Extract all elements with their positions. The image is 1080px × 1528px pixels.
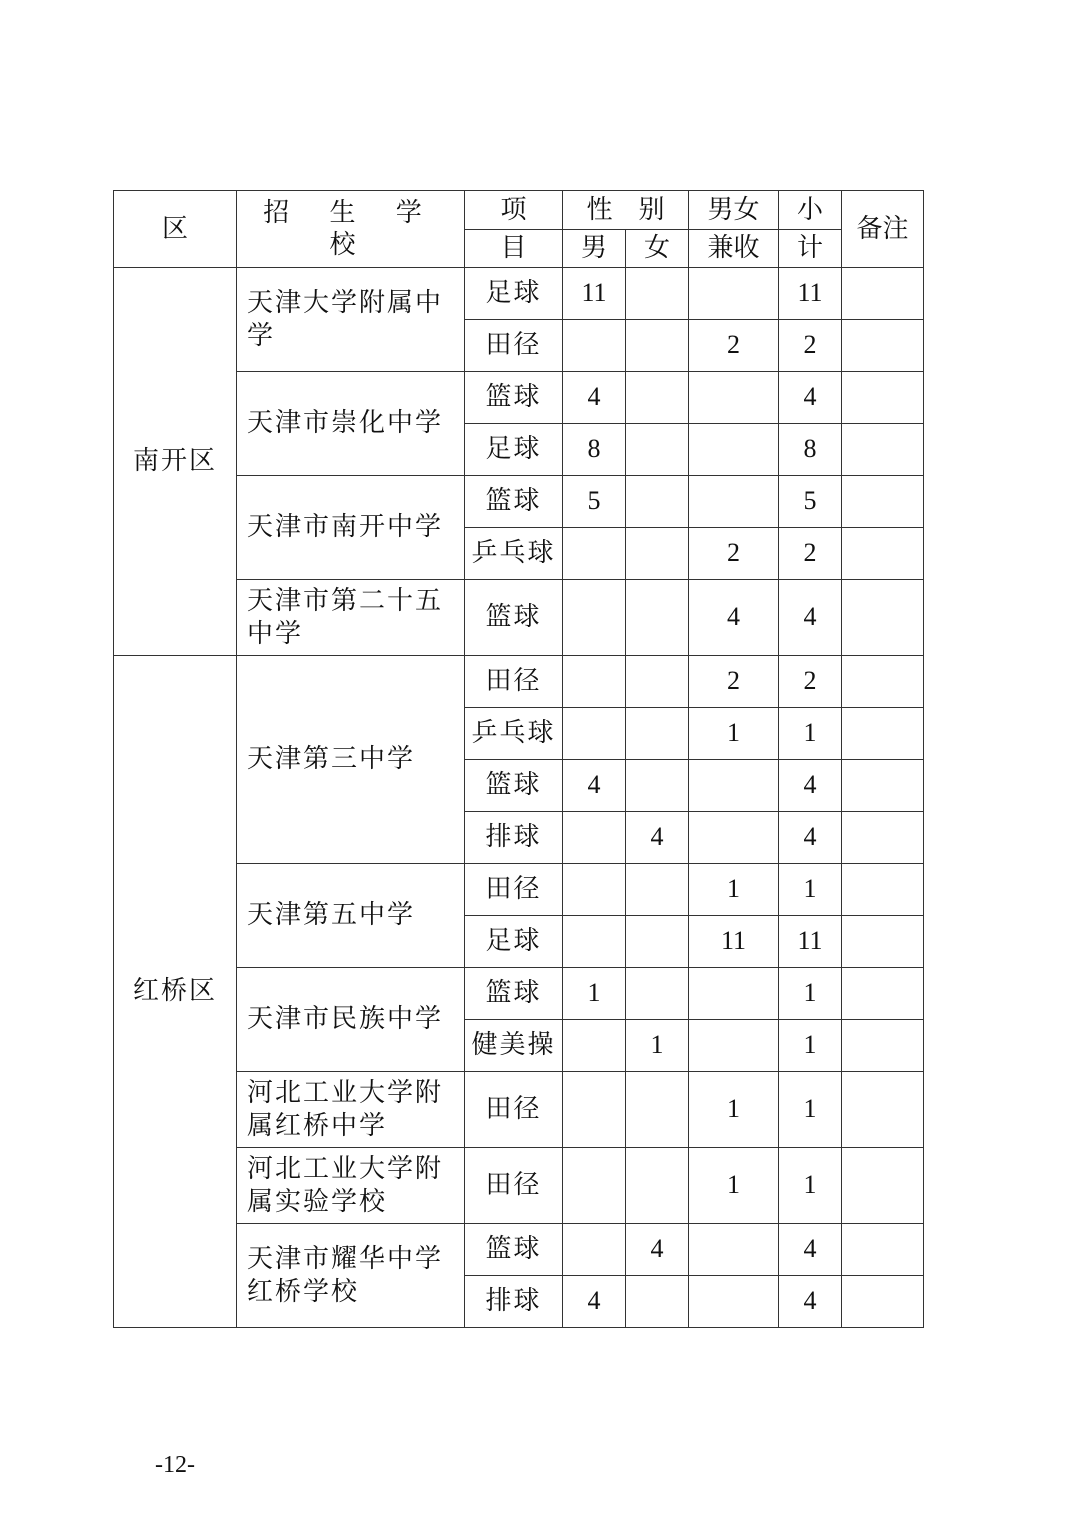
remarks-cell bbox=[842, 372, 924, 424]
school-cell: 河北工业大学附属红桥中学 bbox=[237, 1072, 465, 1148]
female-cell bbox=[626, 528, 689, 580]
school-cell: 天津市崇化中学 bbox=[237, 372, 465, 476]
item-cell: 篮球 bbox=[465, 1224, 563, 1276]
header-female: 女 bbox=[626, 230, 689, 268]
subtotal-cell: 1 bbox=[779, 1020, 842, 1072]
male-cell: 11 bbox=[563, 268, 626, 320]
school-cell: 天津市第二十五中学 bbox=[237, 580, 465, 656]
remarks-cell bbox=[842, 812, 924, 864]
remarks-cell bbox=[842, 864, 924, 916]
both-cell: 1 bbox=[689, 1072, 779, 1148]
school-cell: 天津市耀华中学红桥学校 bbox=[237, 1224, 465, 1328]
subtotal-cell: 4 bbox=[779, 372, 842, 424]
remarks-cell bbox=[842, 1224, 924, 1276]
item-cell: 足球 bbox=[465, 916, 563, 968]
female-cell bbox=[626, 372, 689, 424]
header-gender: 性 别 bbox=[563, 191, 689, 230]
male-cell bbox=[563, 1072, 626, 1148]
item-cell: 田径 bbox=[465, 320, 563, 372]
header-item-bottom: 目 bbox=[465, 230, 563, 268]
female-cell bbox=[626, 916, 689, 968]
subtotal-cell: 4 bbox=[779, 760, 842, 812]
male-cell bbox=[563, 528, 626, 580]
both-cell: 1 bbox=[689, 1148, 779, 1224]
both-cell: 2 bbox=[689, 320, 779, 372]
female-cell bbox=[626, 580, 689, 656]
both-cell: 2 bbox=[689, 656, 779, 708]
enrollment-table bbox=[113, 190, 924, 1328]
male-cell: 8 bbox=[563, 424, 626, 476]
item-cell: 篮球 bbox=[465, 476, 563, 528]
item-cell: 篮球 bbox=[465, 580, 563, 656]
female-cell bbox=[626, 864, 689, 916]
item-cell: 篮球 bbox=[465, 760, 563, 812]
male-cell bbox=[563, 1020, 626, 1072]
both-cell: 1 bbox=[689, 864, 779, 916]
male-cell: 4 bbox=[563, 760, 626, 812]
header-row-1 bbox=[114, 191, 924, 230]
subtotal-cell: 1 bbox=[779, 864, 842, 916]
remarks-cell bbox=[842, 424, 924, 476]
subtotal-cell: 1 bbox=[779, 1072, 842, 1148]
item-cell: 足球 bbox=[465, 424, 563, 476]
male-cell: 4 bbox=[563, 372, 626, 424]
remarks-cell bbox=[842, 320, 924, 372]
school-cell: 天津大学附属中学 bbox=[237, 268, 465, 372]
both-cell bbox=[689, 1276, 779, 1328]
both-cell bbox=[689, 476, 779, 528]
female-cell: 4 bbox=[626, 812, 689, 864]
item-cell: 乒乓球 bbox=[465, 708, 563, 760]
male-cell bbox=[563, 708, 626, 760]
both-cell bbox=[689, 812, 779, 864]
both-cell bbox=[689, 760, 779, 812]
subtotal-cell: 4 bbox=[779, 1224, 842, 1276]
male-cell: 5 bbox=[563, 476, 626, 528]
both-cell: 11 bbox=[689, 916, 779, 968]
male-cell bbox=[563, 916, 626, 968]
male-cell bbox=[563, 656, 626, 708]
item-cell: 排球 bbox=[465, 1276, 563, 1328]
both-cell: 1 bbox=[689, 708, 779, 760]
remarks-cell bbox=[842, 656, 924, 708]
table-row bbox=[114, 656, 924, 708]
both-cell: 2 bbox=[689, 528, 779, 580]
subtotal-cell: 8 bbox=[779, 424, 842, 476]
subtotal-cell: 4 bbox=[779, 812, 842, 864]
table-row bbox=[114, 268, 924, 320]
both-cell bbox=[689, 372, 779, 424]
male-cell bbox=[563, 1148, 626, 1224]
header-remarks: 备注 bbox=[842, 191, 924, 268]
remarks-cell bbox=[842, 1072, 924, 1148]
header-male: 男 bbox=[563, 230, 626, 268]
header-subtotal-bottom: 计 bbox=[779, 230, 842, 268]
both-cell bbox=[689, 968, 779, 1020]
male-cell bbox=[563, 580, 626, 656]
female-cell bbox=[626, 760, 689, 812]
both-cell bbox=[689, 268, 779, 320]
subtotal-cell: 4 bbox=[779, 580, 842, 656]
both-cell: 4 bbox=[689, 580, 779, 656]
subtotal-cell: 11 bbox=[779, 916, 842, 968]
remarks-cell bbox=[842, 1020, 924, 1072]
item-cell: 田径 bbox=[465, 864, 563, 916]
female-cell bbox=[626, 708, 689, 760]
item-cell: 田径 bbox=[465, 1072, 563, 1148]
item-cell: 乒乓球 bbox=[465, 528, 563, 580]
remarks-cell bbox=[842, 476, 924, 528]
page-number: -12- bbox=[155, 1452, 195, 1478]
male-cell bbox=[563, 1224, 626, 1276]
both-cell bbox=[689, 1224, 779, 1276]
subtotal-cell: 1 bbox=[779, 968, 842, 1020]
female-cell bbox=[626, 968, 689, 1020]
item-cell: 田径 bbox=[465, 656, 563, 708]
remarks-cell bbox=[842, 760, 924, 812]
subtotal-cell: 1 bbox=[779, 1148, 842, 1224]
female-cell bbox=[626, 1148, 689, 1224]
subtotal-cell: 11 bbox=[779, 268, 842, 320]
female-cell bbox=[626, 1072, 689, 1148]
female-cell bbox=[626, 656, 689, 708]
item-cell: 篮球 bbox=[465, 968, 563, 1020]
subtotal-cell: 4 bbox=[779, 1276, 842, 1328]
remarks-cell bbox=[842, 580, 924, 656]
subtotal-cell: 2 bbox=[779, 320, 842, 372]
remarks-cell bbox=[842, 916, 924, 968]
subtotal-cell: 1 bbox=[779, 708, 842, 760]
item-cell: 足球 bbox=[465, 268, 563, 320]
male-cell bbox=[563, 320, 626, 372]
subtotal-cell: 2 bbox=[779, 656, 842, 708]
header-school: 招 生 学 校 bbox=[237, 191, 465, 268]
remarks-cell bbox=[842, 968, 924, 1020]
both-cell bbox=[689, 1020, 779, 1072]
remarks-cell bbox=[842, 1148, 924, 1224]
both-cell bbox=[689, 424, 779, 476]
female-cell bbox=[626, 424, 689, 476]
remarks-cell bbox=[842, 268, 924, 320]
male-cell: 1 bbox=[563, 968, 626, 1020]
remarks-cell bbox=[842, 708, 924, 760]
school-cell: 河北工业大学附属实验学校 bbox=[237, 1148, 465, 1224]
item-cell: 健美操 bbox=[465, 1020, 563, 1072]
female-cell bbox=[626, 476, 689, 528]
male-cell bbox=[563, 812, 626, 864]
school-cell: 天津第三中学 bbox=[237, 656, 465, 864]
header-both-bottom: 兼收 bbox=[689, 230, 779, 268]
male-cell: 4 bbox=[563, 1276, 626, 1328]
school-cell: 天津市南开中学 bbox=[237, 476, 465, 580]
item-cell: 田径 bbox=[465, 1148, 563, 1224]
female-cell bbox=[626, 268, 689, 320]
item-cell: 排球 bbox=[465, 812, 563, 864]
remarks-cell bbox=[842, 1276, 924, 1328]
item-cell: 篮球 bbox=[465, 372, 563, 424]
header-item-top: 项 bbox=[465, 191, 563, 230]
subtotal-cell: 2 bbox=[779, 528, 842, 580]
district-cell: 红桥区 bbox=[114, 656, 237, 1328]
female-cell bbox=[626, 320, 689, 372]
subtotal-cell: 5 bbox=[779, 476, 842, 528]
school-cell: 天津第五中学 bbox=[237, 864, 465, 968]
remarks-cell bbox=[842, 528, 924, 580]
female-cell bbox=[626, 1276, 689, 1328]
header-subtotal-top: 小 bbox=[779, 191, 842, 230]
header-both-top: 男女 bbox=[689, 191, 779, 230]
district-cell: 南开区 bbox=[114, 268, 237, 656]
female-cell: 1 bbox=[626, 1020, 689, 1072]
header-district: 区 bbox=[114, 191, 237, 268]
male-cell bbox=[563, 864, 626, 916]
female-cell: 4 bbox=[626, 1224, 689, 1276]
school-cell: 天津市民族中学 bbox=[237, 968, 465, 1072]
